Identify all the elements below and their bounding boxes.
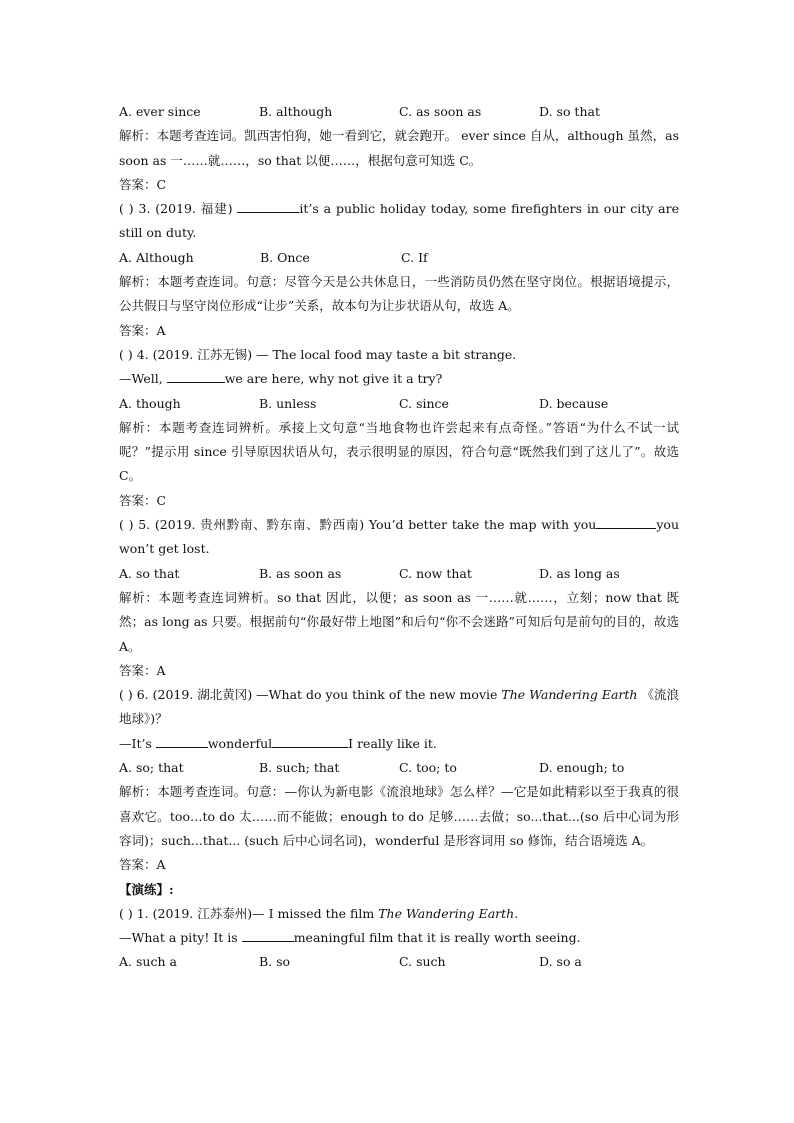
option-a: A. so that	[119, 565, 180, 581]
answer-blank	[596, 514, 656, 529]
answer-blank	[272, 733, 348, 748]
option-b: B. so	[259, 954, 291, 970]
option-c: C. since	[399, 395, 449, 411]
option-d: D. so that	[539, 104, 600, 119]
q4-analysis: 解析：本题考查连词辨析。承接上文句意“当地食物也许尝起来有点奇怪。”答语“为什么不试一试呢？”提示用 since 引导原因状语从句，表示很明显的原因，符合句意“既然我们到了这儿了”。故选 C。	[119, 419, 679, 484]
answer-blank	[156, 733, 208, 748]
answer-blank	[242, 927, 294, 942]
q6-answer: 答案：A	[119, 857, 166, 873]
q5-analysis: 解析：本题考查连词辨析。so that 因此，以便；as soon as 一……就……，立刻；now that 既然；as long as 只要。根据前句“你最好带上地图”和后句“你不会迷路”可知后句是前句的目的，故选 A。	[119, 589, 679, 654]
question-text: 《流浪地球》)？	[119, 687, 679, 727]
q3-analysis: 解析：本题考查连词。句意：尽管今天是公共休息日，一些消防员仍然在坚守岗位。根据语境提示，公共假日与坚守岗位形成“让步”关系，故本句为让步状语从句，故选 A。	[119, 274, 679, 314]
answer-paren: ( )	[119, 346, 133, 362]
option-a: A. though	[119, 395, 181, 411]
q2-analysis: 解析：本题考查连词。凯西害怕狗，她一看到它，就会跑开。 ever since 自从，although 虽然，as soon as 一……就……，so that 以便……，根据句意可知选 C。	[119, 128, 679, 168]
movie-title: The Wandering Earth.	[378, 905, 519, 921]
q5-answer: 答案：A	[119, 662, 166, 678]
q2-options	[119, 100, 679, 124]
option-d: D. as long as	[539, 565, 620, 581]
practice-stem	[119, 902, 679, 926]
option-c: C. such	[399, 954, 446, 970]
question-text: —It’s	[119, 735, 152, 751]
option-d: D. enough; to	[539, 760, 625, 776]
question-text: it’s a public holiday today, some firefighters in our city are still on duty.	[119, 201, 679, 241]
option-a: A. ever since	[119, 104, 201, 119]
question-text: —What a pity! It is	[119, 930, 238, 946]
question-text: 5. (2019. 贵州黔南、黔东南、黔西南) You’d better take the map with you	[138, 517, 597, 533]
answer-paren: ( )	[119, 905, 133, 921]
q3-options	[119, 246, 679, 270]
option-b: B. unless	[259, 395, 317, 411]
question-text: wonderful	[207, 735, 273, 751]
option-b: B. Once	[260, 249, 310, 265]
practice-line2	[119, 926, 679, 950]
answer-paren: ( )	[119, 687, 133, 703]
option-b: B. as soon as	[259, 565, 342, 581]
question-text: you won’t get lost.	[119, 517, 679, 557]
option-d: D. so a	[539, 954, 582, 970]
option-a: A. so; that	[119, 760, 184, 776]
movie-title: The Wandering Earth	[501, 687, 638, 703]
question-text: —Well,	[119, 371, 163, 387]
option-b: B. such; that	[259, 760, 340, 776]
option-c: C. now that	[399, 565, 472, 581]
q4-line2	[119, 367, 679, 391]
question-text: 6. (2019. 湖北黄冈) —What do you think of the new movie	[136, 687, 498, 703]
q3-stem	[119, 197, 679, 246]
question-text: 1. (2019. 江苏泰州)— I missed the film	[136, 905, 375, 921]
option-b: B. although	[259, 104, 333, 119]
option-a: A. such a	[119, 954, 177, 970]
q3-answer: 答案：A	[119, 322, 166, 338]
answer-paren: ( )	[119, 517, 134, 533]
practice-options	[119, 950, 679, 974]
question-number: 3. (2019. 福建)	[138, 201, 233, 217]
document-page	[119, 100, 679, 975]
question-text: I really like it.	[348, 735, 437, 751]
q6-options	[119, 756, 679, 780]
q6-line2	[119, 732, 679, 756]
q4-stem	[119, 343, 679, 367]
q2-answer: 答案：C	[119, 176, 167, 192]
answer-blank	[167, 368, 225, 383]
question-text: 4. (2019. 江苏无锡) — The local food may taste a bit strange.	[136, 346, 517, 362]
option-a: A. Although	[119, 249, 194, 265]
q6-stem	[119, 683, 679, 732]
option-d: D. because	[539, 395, 609, 411]
option-c: C. too; to	[399, 760, 457, 776]
question-text: meaningful film that it is really worth seeing.	[293, 930, 581, 946]
q5-options	[119, 562, 679, 586]
question-text: we are here, why not give it a try?	[224, 371, 443, 387]
q4-answer: 答案：C	[119, 492, 167, 508]
practice-heading: 【演练】:	[119, 881, 174, 897]
q5-stem	[119, 513, 679, 562]
answer-paren: ( )	[119, 201, 134, 217]
option-c: C. as soon as	[399, 104, 482, 119]
q4-options	[119, 392, 679, 416]
option-c: C. If	[401, 249, 428, 265]
q6-analysis: 解析：本题考查连词。句意：—你认为新电影《流浪地球》怎么样？—它是如此精彩以至于我真的很喜欢它。too…to do 太……而不能做；enough to do 足够……去做；so...that...(so 后中心词为形容词)；such...that... (such 后中心词名词)，wonderful 是形容词用 so 修饰，结合语境选 A。	[119, 784, 679, 848]
answer-blank	[237, 198, 299, 213]
